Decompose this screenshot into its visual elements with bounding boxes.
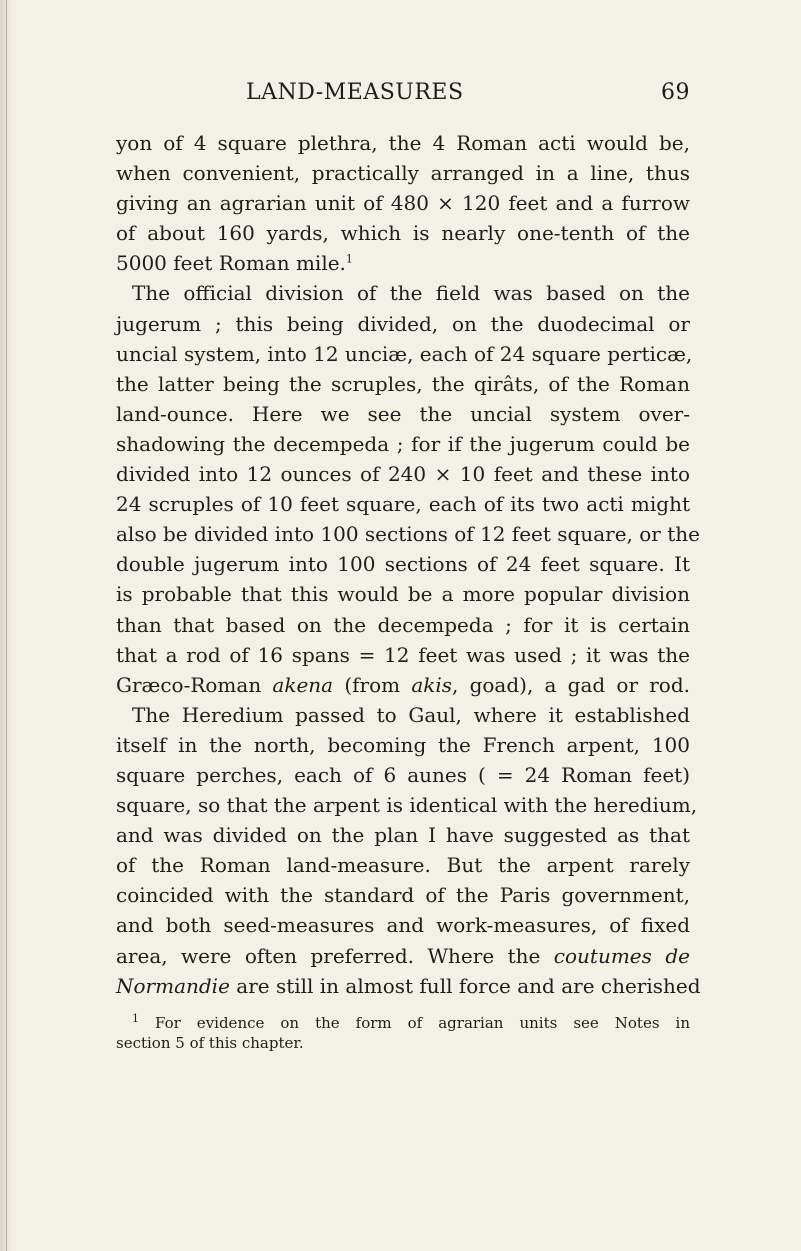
text-line: that a rod of 16 spans = 12 feet was used ; it was the	[116, 642, 690, 667]
text-segment: are still in almost full force and are cherished	[229, 973, 701, 998]
italic-term: coutumes de	[553, 943, 690, 968]
text-line: also be divided into 100 sections of 12 feet square, or the	[116, 522, 700, 547]
text-line: yon of 4 square plethra, the 4 Roman acti would be,	[116, 131, 690, 155]
running-title: LAND-MEASURES	[246, 80, 464, 105]
text-line: 24 scruples of 10 feet square, each of its two acti might	[116, 492, 690, 517]
book-gutter-shadow	[0, 0, 18, 1251]
text-line: The Heredium passed to Gaul, where it established	[132, 702, 690, 727]
text-line: and was divided on the plan I have suggested as that	[116, 823, 690, 848]
footnote-marker: 1	[132, 1011, 139, 1025]
text-line: land-ounce. Here we see the uncial system over-	[116, 401, 690, 426]
footnotes	[116, 1013, 690, 1053]
text-line: jugerum ; this being divided, on the duodecimal or	[116, 311, 690, 336]
text-line: when convenient, practically arranged in a line, thus	[116, 161, 690, 186]
text-line: divided into 12 ounces of 240 × 10 feet and these into	[116, 462, 690, 487]
text-line: itself in the north, becoming the French arpent, 100	[116, 732, 690, 757]
text-line: is probable that this would be a more popular division	[116, 582, 690, 607]
gutter-fold-line	[6, 0, 7, 1251]
italic-term: Normandie	[116, 973, 230, 998]
book-page	[116, 80, 701, 1053]
text-line: double jugerum into 100 sections of 24 feet square. It	[116, 552, 690, 577]
footnote-line	[116, 1013, 690, 1033]
text-line: and both seed-measures and work-measures, of fixed	[116, 913, 690, 938]
text-line	[116, 248, 690, 278]
footnote-text: For evidence on the form of agrarian units see Notes in	[155, 1013, 690, 1032]
text-line: of the Roman land-measure. But the arpent rarely	[116, 853, 690, 878]
footnote-reference: 1	[345, 252, 353, 266]
text-line: shadowing the decempeda ; for if the jugerum could be	[116, 431, 690, 456]
body-text	[116, 128, 701, 1001]
italic-term: akena	[272, 672, 334, 697]
italic-term: akis	[411, 672, 453, 697]
text-line	[116, 971, 701, 1001]
text-segment: , goad), a gad or rod.	[452, 672, 690, 697]
text-line: giving an agrarian unit of 480 × 120 feet and a furrow	[116, 191, 690, 216]
text-line: of about 160 yards, which is nearly one-tenth of the	[116, 221, 690, 246]
page-number: 69	[661, 80, 690, 105]
text-segment: area, were often preferred. Where the	[116, 943, 554, 968]
text-segment: Græco-Roman	[116, 672, 273, 697]
text-line: than that based on the decempeda ; for it is certain	[116, 612, 690, 637]
footnote-line: section 5 of this chapter.	[116, 1033, 304, 1052]
text-line: square perches, each of 6 aunes ( = 24 Roman feet)	[116, 762, 690, 787]
text-line: square, so that the arpent is identical with the heredium,	[116, 793, 698, 818]
text-segment: 5000 feet Roman mile.	[116, 251, 346, 276]
running-header	[116, 80, 690, 116]
text-line	[116, 941, 690, 971]
text-line: uncial system, into 12 unciæ, each of 24 square perticæ,	[116, 341, 693, 366]
text-line	[116, 670, 690, 700]
text-line: the latter being the scruples, the qirâts, of the Roman	[116, 371, 690, 396]
text-line: coincided with the standard of the Paris government,	[116, 883, 690, 908]
text-line: The official division of the field was based on the	[132, 281, 690, 306]
text-segment: (from	[333, 672, 412, 697]
